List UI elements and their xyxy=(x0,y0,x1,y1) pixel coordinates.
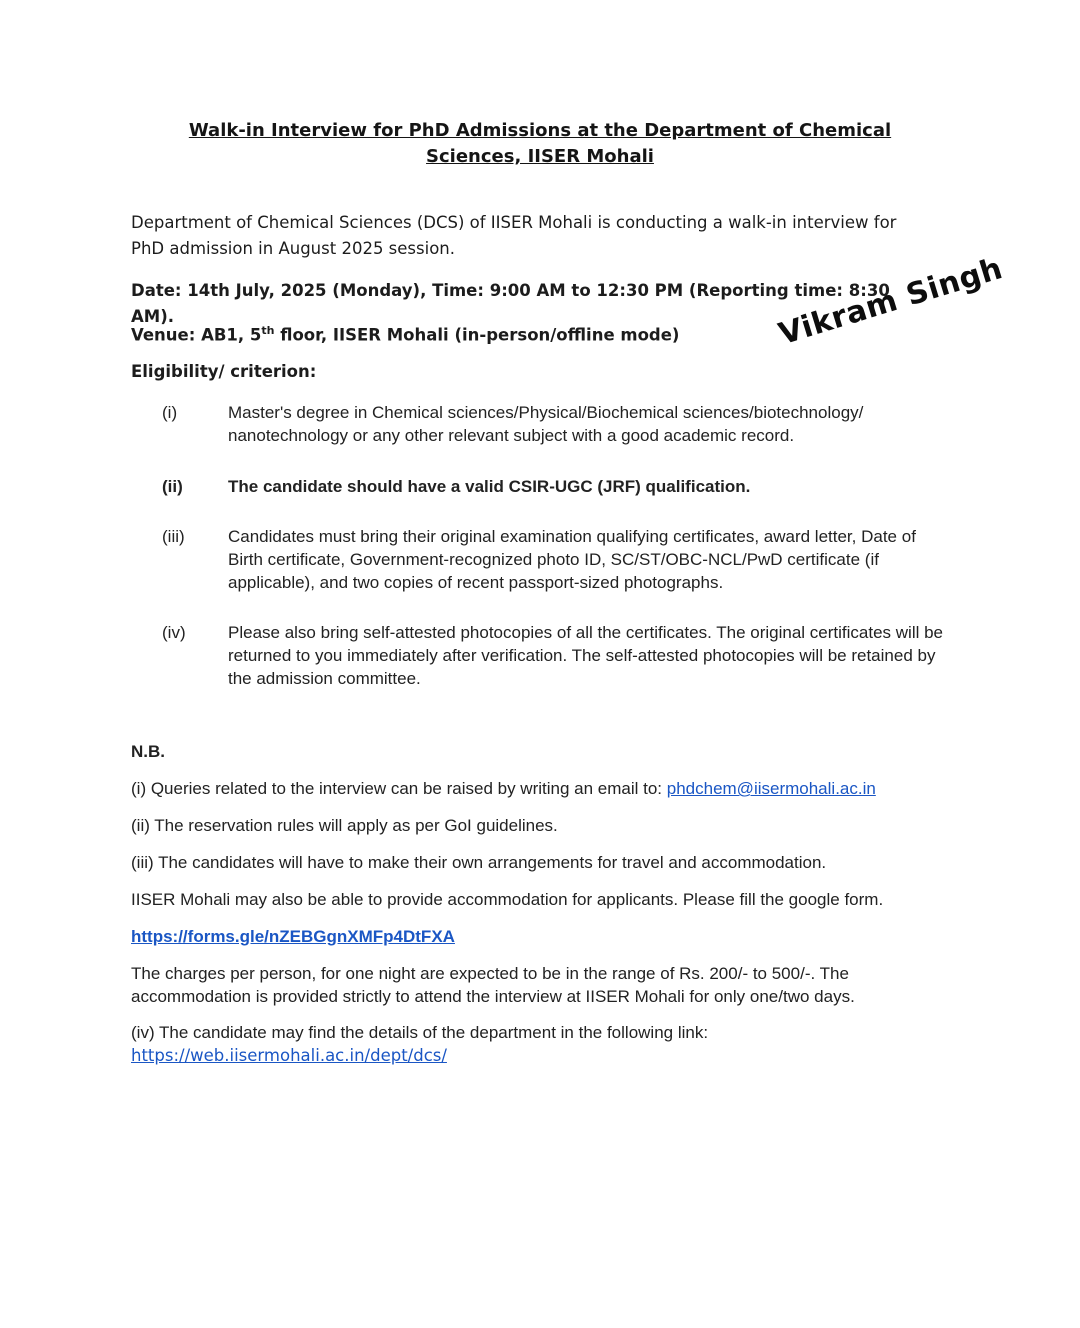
eligibility-item-number: (ii) xyxy=(162,477,183,496)
eligibility-item xyxy=(162,401,952,449)
venue-prefix: Venue: AB1, 5 xyxy=(131,325,262,345)
eligibility-item xyxy=(162,621,952,693)
venue-suffix: floor, IISER Mohali (in-person/offline mode) xyxy=(274,325,680,345)
eligibility-item-text: Candidates must bring their original examination qualifying certificates, award letter, Date of Birth certificate, Government-recognized photo ID, SC/ST/OBC-NCL/PwD certificate (if applicable), and two copies of recent passport-sized photographs. xyxy=(228,527,916,592)
nb-queries-text: (i) Queries related to the interview can be raised by writing an email to: xyxy=(131,779,667,798)
nb-accommodation: IISER Mohali may also be able to provide accommodation for applicants. Please fill the google form. xyxy=(131,890,884,909)
eligibility-item-number: (iv) xyxy=(162,623,186,642)
eligibility-heading: Eligibility/ criterion: xyxy=(131,362,317,381)
nb-charges: The charges per person, for one night are expected to be in the range of Rs. 200/- to 500/-. The accommodation is provided strictly to attend the interview at IISER Mohali for only one/two days. xyxy=(131,964,855,1006)
eligibility-item-text: The candidate should have a valid CSIR-UGC (JRF) qualification. xyxy=(228,477,751,496)
google-form-link[interactable]: https://forms.gle/nZEBGgnXMFp4DtFXA xyxy=(131,927,455,946)
nb-heading: N.B. xyxy=(131,742,165,761)
email-link[interactable]: phdchem@iisermohali.ac.in xyxy=(666,779,876,798)
signature: Vikram Singh xyxy=(774,251,1007,353)
nb-details-text: (iv) The candidate may find the details of the department in the following link: xyxy=(131,1023,709,1042)
eligibility-item-number: (iii) xyxy=(162,527,185,546)
eligibility-item-text: Master's degree in Chemical sciences/Physical/Biochemical sciences/biotechnology/ nanotechnology or any other relevant subject with a good academic record. xyxy=(228,403,864,445)
venue-superscript: th xyxy=(261,324,275,337)
intro-paragraph: Department of Chemical Sciences (DCS) of IISER Mohali is conducting a walk-in interview for PhD admission in August 2025 session. xyxy=(131,213,897,258)
document-title: Walk-in Interview for PhD Admissions at the Department of Chemical Sciences, IISER Mohali xyxy=(188,120,892,167)
date-time-line: Date: 14th July, 2025 (Monday), Time: 9:00 AM to 12:30 PM (Reporting time: 8:30 AM). xyxy=(131,281,890,326)
eligibility-item xyxy=(162,525,952,597)
nb-queries xyxy=(131,777,951,800)
nb-form-link-line xyxy=(131,925,951,948)
eligibility-item-number: (i) xyxy=(162,403,178,422)
nb-reservation: (ii) The reservation rules will apply as per GoI guidelines. xyxy=(131,816,558,835)
nb-travel: (iii) The candidates will have to make their own arrangements for travel and accommodation. xyxy=(131,853,827,872)
nb-details xyxy=(131,1021,921,1067)
eligibility-item-text: Please also bring self-attested photocopies of all the certificates. The original certificates will be returned to you immediately after verification. The self-attested photocopies will be retained by the admission committee. xyxy=(228,623,944,688)
department-link[interactable]: https://web.iisermohali.ac.in/dept/dcs/ xyxy=(131,1046,447,1065)
eligibility-item xyxy=(162,475,952,499)
venue-line xyxy=(131,318,751,349)
